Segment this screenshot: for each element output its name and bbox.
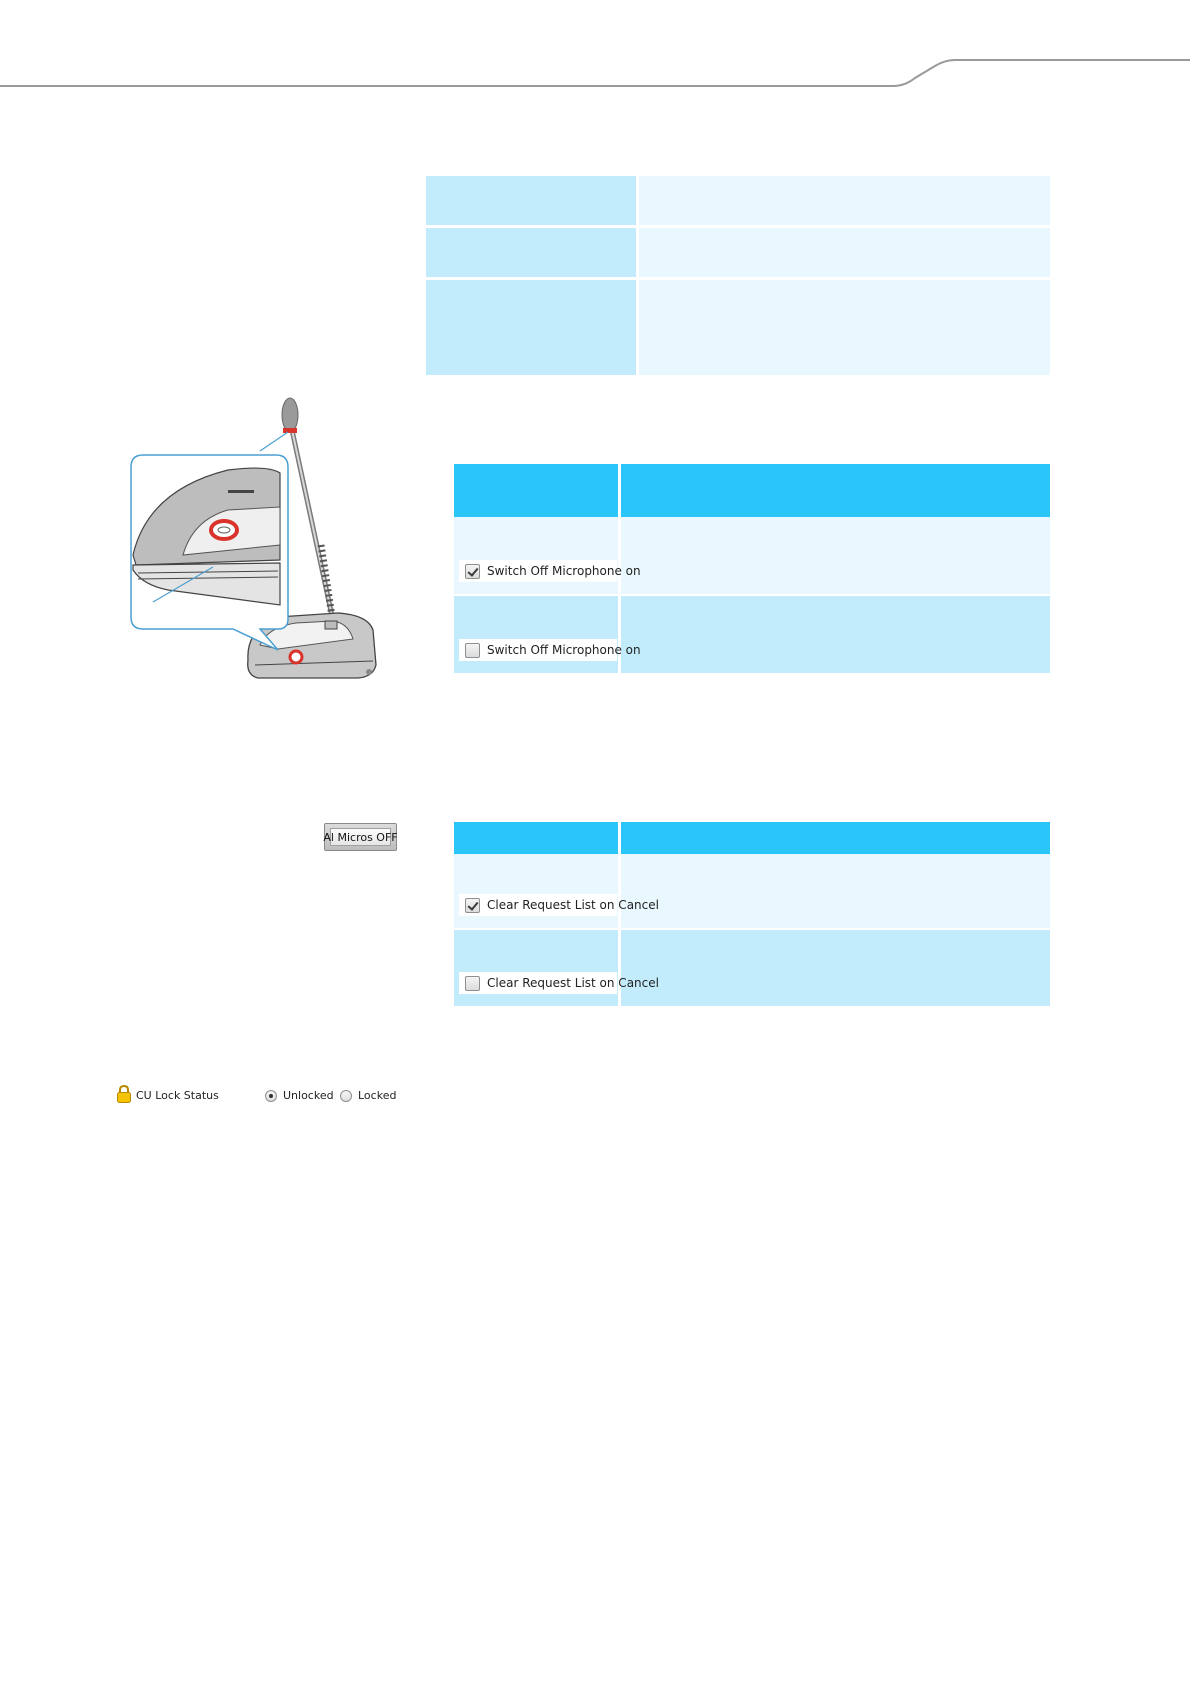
checkbox-unchecked-icon[interactable] xyxy=(465,976,480,991)
all-micros-off-label: Al Micros OFF xyxy=(330,828,391,846)
checkbox-unchecked-icon[interactable] xyxy=(465,643,480,658)
clear-request-checkbox-unchecked[interactable] xyxy=(459,972,659,994)
switch-off-microphone-table xyxy=(454,464,1050,673)
padlock-icon xyxy=(116,1085,132,1103)
switch-off-mic-checkbox-checked[interactable] xyxy=(459,560,641,582)
all-micros-off-button[interactable] xyxy=(324,823,397,851)
checkbox-label: Clear Request List on Cancel xyxy=(487,976,659,990)
table-row xyxy=(454,928,1050,1006)
checkbox-checked-icon[interactable] xyxy=(465,564,480,579)
info-table-row xyxy=(426,228,1050,277)
table-header xyxy=(454,464,1050,517)
checkbox-label: Clear Request List on Cancel xyxy=(487,898,659,912)
conference-unit-illustration xyxy=(128,395,404,691)
unlocked-radio[interactable] xyxy=(265,1090,277,1102)
info-table-row xyxy=(426,176,1050,225)
switch-off-mic-checkbox-unchecked[interactable] xyxy=(459,639,641,661)
checkbox-checked-icon[interactable] xyxy=(465,898,480,913)
checkbox-label: Switch Off Microphone on xyxy=(487,643,641,657)
unlocked-radio-label: Unlocked xyxy=(283,1089,334,1102)
info-table-row xyxy=(426,280,1050,375)
checkbox-label: Switch Off Microphone on xyxy=(487,564,641,578)
locked-radio-label: Locked xyxy=(358,1089,397,1102)
clear-request-checkbox-checked[interactable] xyxy=(459,894,659,916)
clear-request-list-table xyxy=(454,822,1050,1006)
table-row xyxy=(454,594,1050,673)
cu-lock-status-row xyxy=(116,1085,406,1107)
cu-lock-status-label: CU Lock Status xyxy=(136,1089,219,1102)
locked-radio[interactable] xyxy=(340,1090,352,1102)
info-table xyxy=(426,176,1050,375)
table-row xyxy=(454,854,1050,928)
table-header xyxy=(454,822,1050,854)
header-rule xyxy=(0,0,1190,100)
table-row xyxy=(454,517,1050,594)
